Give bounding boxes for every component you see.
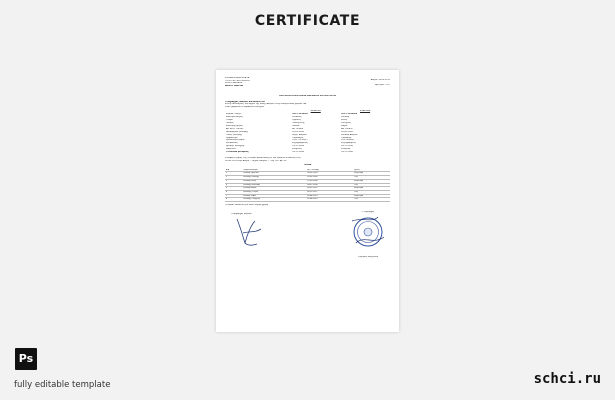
child-row: 2 Ξενιάδης Ιωάννης 23-05-2005 Υιός <box>225 176 390 180</box>
spouse-col-label: ΣΥΖΥΓΟΣ <box>310 110 321 113</box>
document-header <box>225 77 390 93</box>
issuer-line: ΕΛΛΗΝΙΚΗ ΔΗΜΟΚΡΑΤΙΑ <box>225 77 250 79</box>
protocol-number: Αρ.Πρωτ.: 237 <box>375 83 390 86</box>
issuer-block <box>225 77 295 87</box>
child-row: 8 Ξενιάδης Γεώργιος 22-08-2015 Υιός <box>225 198 390 202</box>
registry-row: Επώνυμο πατρός Ελλάνους Ρουδίδη <box>226 116 350 119</box>
registry-row: Πατρός Παναγιώτης Σωτήριος <box>226 122 351 124</box>
registry-row: Τελευταία μεταβολή 18-11-2008 18-11-2008 <box>226 151 353 154</box>
mayor-signature-block <box>231 213 267 255</box>
registrar-name: Σιγούρου Ευαγγελία <box>357 256 379 259</box>
issuer-line: ΔΗΜΟΣ ΜΑΙΡΩΝ <box>225 84 244 87</box>
template-caption: fully editable template <box>14 380 111 390</box>
footnote: Το παρόν εκδίδεται για κάθε νόμιμη χρήση <box>225 204 269 207</box>
registry-row: Κατάσταση Εγγεγραμμένος Εγγεγραμμένη <box>226 142 356 145</box>
document-title: ΠΙΣΤΟΠΟΙΗΤΙΚΟ ΟΙΚΟΓΕΝΕΙΑΚΗΣ ΚΑΤΑΣΤΑΣΗΣ <box>278 95 337 97</box>
signatory-title: Ο Δήμαρχος Μαιρών <box>231 212 252 215</box>
registry-row: Ιθαγένεια Ελληνική Ελληνική <box>226 148 351 151</box>
intro-text <box>225 101 390 109</box>
issue-date: Αθήνα, 16-05-2019 <box>370 79 390 81</box>
registry-row: Επώνυμο μητρός Ιωάννα Μαρία <box>226 124 348 127</box>
marriage-line: 02-06-1993 στην Αθήνα — Δήμος Μαιρών — Τομ. 05 / Αρ. 00 <box>225 159 287 162</box>
registry-row: Θρήσκευμα Ορθόδοξος Ορθόδοξη <box>226 136 352 139</box>
registry-row: Όνομα Χρήστος Ελένη <box>226 119 348 122</box>
issuer-line: ΥΠΟΥΡΓΕΙΟ ΕΣΩΤΕΡΙΚΩΝ <box>225 79 250 82</box>
marriage-line: Συνάφθη ο γάμος της Ξενιάδου Αναστασίας με τον Χρήστου Ελλάνους στις <box>225 156 301 159</box>
child-row: 3 Ξενιάδη Ελένη 11-09-2006 Θυγατέρα <box>225 179 390 183</box>
registry-row: Χρονολογία γάμου 1993 (12-Ιουν.) 293 (Ιούνιος) <box>226 139 355 142</box>
children-table <box>225 169 390 202</box>
registry-row: Αρ. Δελτ. Ταυτότ. ΑΚ 123456 ΑΜ 109876 <box>226 127 353 130</box>
children-header: Α/Α Ονοματεπώνυμο Ημ. Γέννησης Σχέση <box>225 169 390 172</box>
registry-row: Μερίδα / Μητρ. 2017/1234567 2017/1234568 <box>226 113 358 116</box>
children-label: ΤΕΚΝΑ <box>303 164 312 167</box>
spouse-col-label: ΣΥΖΥΓΟΣ <box>360 110 371 113</box>
certificate-document <box>216 70 399 332</box>
registry-row: Τόπος γέννησης Μητρ. Αθηνών Ρουδίδη Αθηνών <box>226 133 358 136</box>
issuer-line: ΝΟΜΟΣ ΑΘΗΝΩΝ <box>225 82 243 85</box>
intro-line: Ο Δήμαρχος Μαιρών πιστοποιεί ότι <box>225 100 265 103</box>
registrar-signature-block <box>348 211 388 259</box>
signatory-title: Ο Ληξίαρχος <box>361 210 375 213</box>
registry-row: Ημερομηνία γέννησης 02-03-1983 02-05-1985 <box>226 130 353 133</box>
intro-line: στους καταλόγους του Δήμου της πόλης Αθηνών, στην οικογενειακή μερίδα 184 <box>225 103 307 106</box>
signature-area <box>225 211 390 263</box>
photoshop-icon: Ps <box>15 348 37 370</box>
child-row: 5 Ξενιάδη Μαρία 14-01-2010 Θυγατέρα <box>225 187 390 191</box>
registry-table <box>225 110 390 154</box>
child-row: 1 Ξενιάδη Χριστίνα 16-03-2003 Θυγατέρα <box>225 172 390 176</box>
site-watermark: schci.ru <box>533 371 601 387</box>
reference-block <box>352 79 390 86</box>
child-row: 6 Ξενιάδης Πέτρος 09-12-2011 Υιός <box>225 190 390 194</box>
child-row: 7 Ξενιάδη Σοφία 03-04-2013 Θυγατέρα <box>225 194 390 198</box>
child-row: 4 Ξενιάδης Νικόλαος 28-07-2008 Υιός <box>225 183 390 187</box>
marriage-text <box>225 157 390 162</box>
intro-line: είναι γραμμένοι οι παρακάτω στοιχεία <box>225 105 264 108</box>
registry-row: Ημερομ. καταχώρ. 18-11-2008 18-11-2008 <box>226 145 353 148</box>
page-heading: CERTIFICATE <box>254 13 361 29</box>
